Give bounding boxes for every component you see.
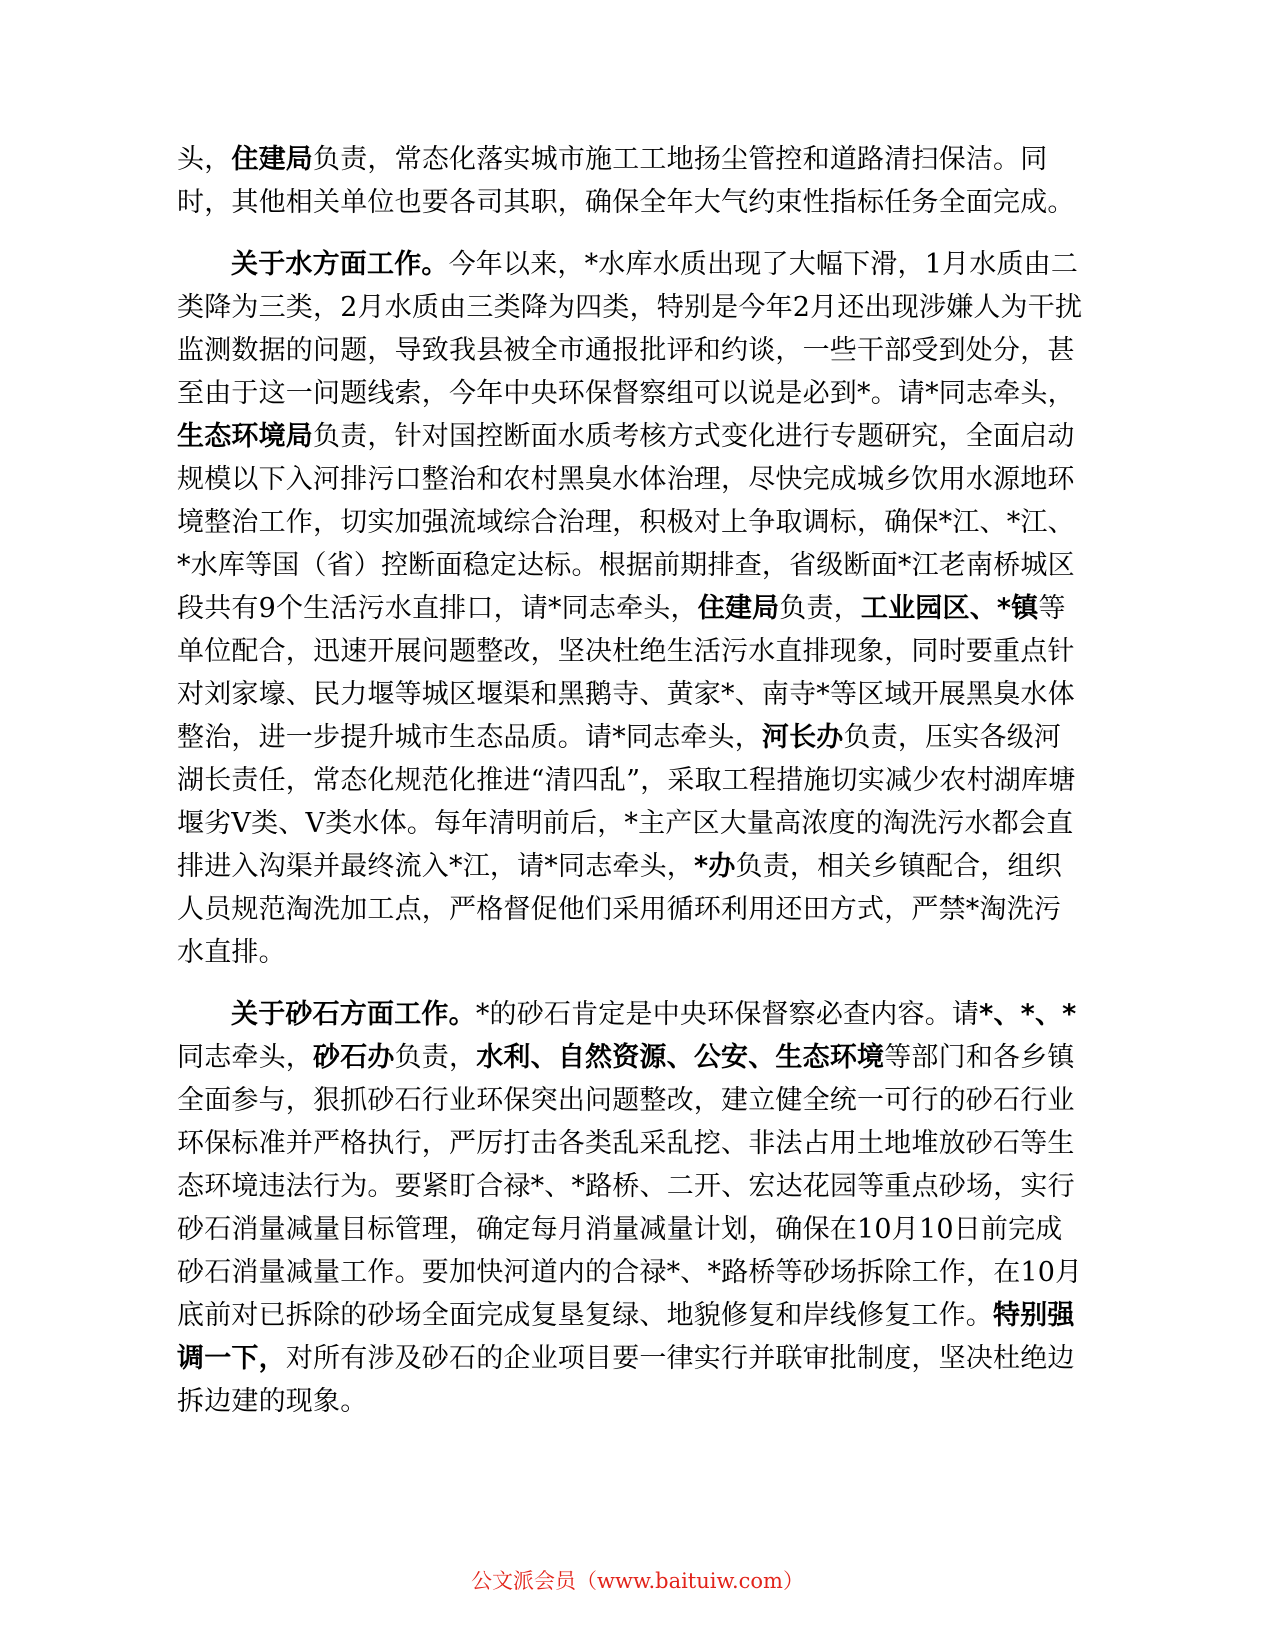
body-text: 同志牵头， xyxy=(177,1042,313,1073)
emphasis-text: 砂石办 xyxy=(313,1042,395,1073)
emphasis-text: 关于水方面工作。 xyxy=(231,249,449,280)
emphasis-text: 工业园区、*镇 xyxy=(860,593,1039,624)
body-text: 等部门和各乡镇全面参与，狠抓砂石行业环保突出问题整改，建立健全统一可行的砂石行业环保标准并严格执行，严厉打击各类乱采乱挖、非法占用土地堆放砂石等生态环境违法行为。要紧盯合禄*、*路桥、二开、宏达花园等重点砂场，实行砂石消量减量目标管理，确定每月消量减量计划，确保在10月10日前完成砂石消量减量工作。要加快河道内的合禄*、*路桥等砂场拆除工作，在10月底前对已拆除的砂场全面完成复垦复绿、地貌修复和岸线修复工作。 xyxy=(177,1042,1083,1331)
body-text: *的砂石肯定是中央环保督察必查内容。请 xyxy=(475,999,980,1030)
emphasis-text: 住建局 xyxy=(697,593,780,624)
emphasis-text: 河长办 xyxy=(761,722,844,753)
footer-watermark-link[interactable]: 公文派会员（www.baituiw.com） xyxy=(471,1569,804,1593)
emphasis-text: 关于砂石方面工作。 xyxy=(231,999,476,1030)
body-text: 负责， xyxy=(394,1042,477,1073)
body-text: 今年以来，*水库水质出现了大幅下滑，1月水质由二类降为三类，2月水质由三类降为四类，特别是今年2月还出现涉嫌人为干扰监测数据的问题，导致我县被全市通报批评和约谈，一些干部受到处分，甚至由于这一问题线索，今年中央环保督察组可以说是必到*。请*同志牵头， xyxy=(177,249,1083,409)
body-text: 负责， xyxy=(779,593,861,624)
body-text: 负责，压实各级河湖长责任，常态化规范化推进“清四乱”，采取工程措施切实减少农村湖库塘堰劣Ⅴ类、Ⅴ类水体。每年清明前后，*主产区大量高浓度的淘洗污水都会直排进入沟渠并最终流入*江，请*同志牵头， xyxy=(177,722,1076,882)
body-text: 对所有涉及砂石的企业项目要一律实行并联审批制度，坚决杜绝边拆边建的现象。 xyxy=(177,1343,1075,1417)
emphasis-text: *、*、* xyxy=(979,999,1077,1030)
paragraph-air-continuation xyxy=(177,138,1083,224)
body-text: 负责，针对国控断面水质考核方式变化进行专题研究，全面启动规模以下入河排污口整治和农村黑臭水体治理，尽快完成城乡饮用水源地环境整治工作，切实加强流域综合治理，积极对上争取调标，确保*江、*江、*水库等国（省）控断面稳定达标。根据前期排查，省级断面*江老南桥城区段共有9个生活污水直排口，请*同志牵头， xyxy=(177,421,1075,624)
emphasis-text: 住建局 xyxy=(231,144,314,175)
paragraph-sand-gravel-work xyxy=(177,993,1083,1423)
body-text: 头， xyxy=(177,144,232,175)
emphasis-text: 生态环境局 xyxy=(177,421,313,452)
emphasis-text: 水利、自然资源、公安、生态环境 xyxy=(476,1042,885,1073)
body-text: 负责，常态化落实城市施工工地扬尘管控和道路清扫保洁。同时，其他相关单位也要各司其职，确保全年大气约束性指标任务全面完成。 xyxy=(177,144,1075,218)
emphasis-text: *办 xyxy=(694,851,736,882)
paragraph-water-work xyxy=(177,243,1083,974)
body-text: 负责，相关乡镇配合，组织人员规范淘洗加工点，严格督促他们采用循环利用还田方式，严禁*淘洗污水直排。 xyxy=(177,851,1062,968)
document-body xyxy=(177,138,1083,1423)
body-text: 等单位配合，迅速开展问题整改，坚决杜绝生活污水直排现象，同时要重点针对刘家壕、民力堰等城区堰渠和黑鹅寺、黄家*、南寺*等区域开展黑臭水体整治，进一步提升城市生态品质。请*同志牵头， xyxy=(177,593,1075,753)
emphasis-text: 特别强调一下， xyxy=(177,1300,1075,1374)
